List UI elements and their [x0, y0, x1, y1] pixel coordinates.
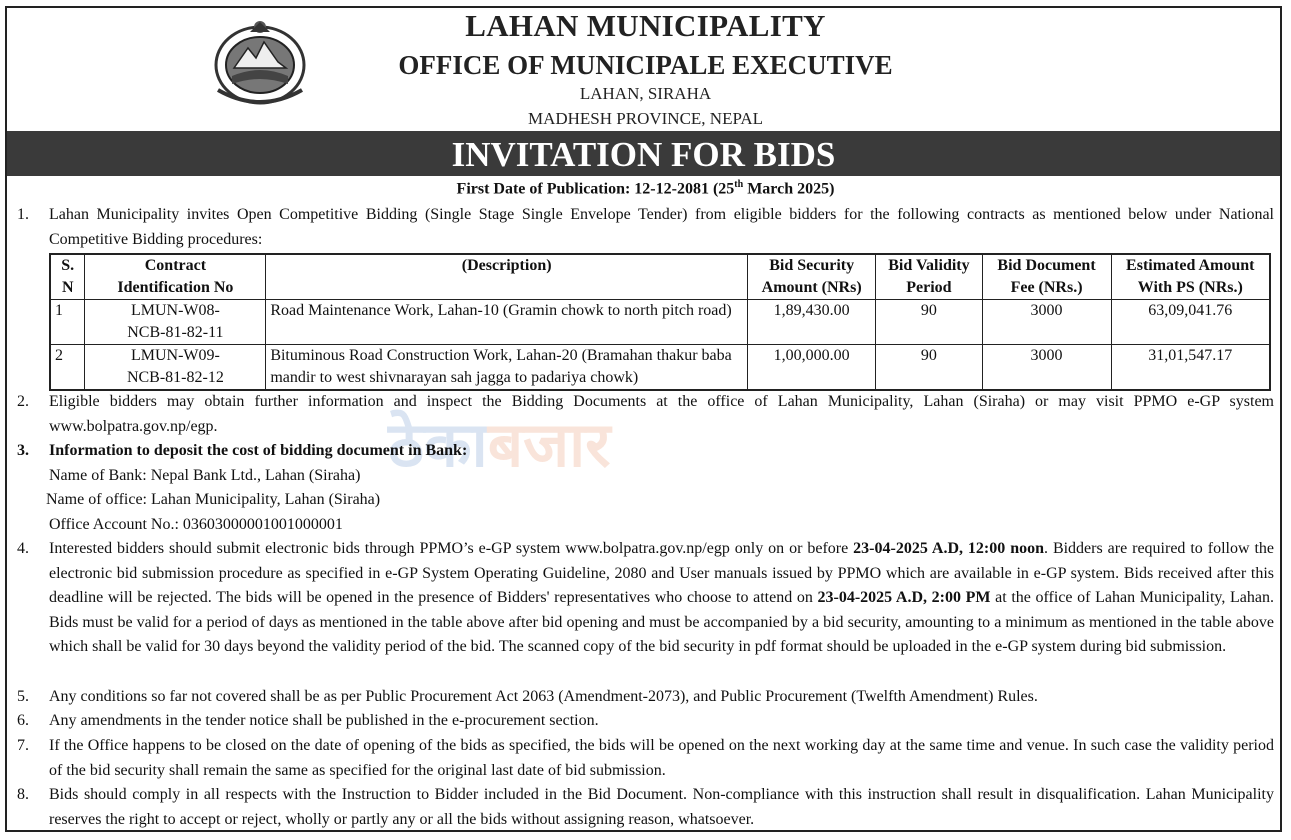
office-name-line: Name of office: Lahan Municipality, Lahan (Siraha) [46, 491, 381, 508]
header-bid-security: Bid Security Amount (NRs) [748, 254, 876, 300]
row-contract-id: LMUN-W08- NCB-81-82-11 [85, 300, 266, 345]
header-description: (Description) [266, 254, 748, 300]
clause-5: 5. Any conditions so far not covered shall be as per Public Procurement Act 2063 (Amendment-2073), and Public Procurement (Twelfth Amendment) Rules. [17, 688, 1038, 705]
municipality-name: LAHAN MUNICIPALITY [465, 8, 826, 43]
row-bid-security: 1,00,000.00 [748, 345, 876, 391]
row-bid-validity: 90 [876, 300, 982, 345]
invitation-banner: INVITATION FOR BIDS [7, 131, 1280, 176]
office-location: LAHAN, SIRAHA [579, 84, 712, 103]
submission-deadline: 23-04-2025 A.D, 12:00 noon [853, 540, 1044, 557]
office-province: MADHESH PROVINCE, NEPAL [527, 109, 764, 128]
header-document-fee: Bid Document Fee (NRs.) [982, 254, 1111, 300]
bid-opening-time: 23-04-2025 A.D, 2:00 PM [817, 589, 991, 606]
clause-2: 2. Eligible bidders may obtain further information and inspect the Bidding Documents at the office of Lahan Municipality, Lahan (Siraha) or may visit PPMO e-GP system www.bolpatra.gov.np/egp. [17, 393, 1274, 435]
row-bid-validity: 90 [876, 345, 982, 391]
table-row [50, 345, 1270, 391]
row-document-fee: 3000 [982, 345, 1111, 391]
office-name: OFFICE OF MUNICIPALE EXECUTIVE [398, 50, 893, 80]
header-sn: S. N [50, 254, 85, 300]
row-contract-id: LMUN-W09- NCB-81-82-12 [85, 345, 266, 391]
watermark-logo: ठेकाबजार [388, 408, 611, 481]
clause-7: 7. If the Office happens to be closed on the date of opening of the bids as specified, the bids will be opened on the next working day at the same time and venue. In such case the validity period of the bid security shall remain the same as specified for the original last date of bid submission. [17, 737, 1274, 779]
header-bid-validity: Bid Validity Period [876, 254, 982, 300]
bank-info-title: Information to deposit the cost of bidding document in Bank: [49, 442, 468, 459]
clause-6: 6. Any amendments in the tender notice shall be published in the e-procurement section. [17, 712, 599, 729]
clause-1: 1. Lahan Municipality invites Open Competitive Bidding (Single Stage Single Envelope Tender) from eligible bidders for the following contracts as mentioned below under National Competitive Bidding procedures: [17, 206, 1274, 248]
clause-3: 3. Information to deposit the cost of bidding document in Bank: Name of Bank: Nepal Bank Ltd., Lahan (Siraha) Name of office: Lahan Municipality, Lahan (Siraha) Office Account No.: 03603000001001000001 [17, 439, 1274, 537]
header-estimated-amount: Estimated Amount With PS (NRs.) [1111, 254, 1270, 300]
row-estimated-amount: 63,09,041.76 [1111, 300, 1270, 345]
clause-8: 8. Bids should comply in all respects with the Instruction to Bidder included in the Bid Document. Non-compliance with this instruction shall result in disqualification. Lahan Municipality reserves the right to accept or reject, wholly or partly any or all the bids without assigning reason, whatsoever. [17, 786, 1274, 828]
row-description: Road Maintenance Work, Lahan-10 (Gramin chowk to north pitch road) [266, 300, 748, 345]
publication-date: First Date of Publication: 12-12-2081 (25th March 2025) [456, 179, 835, 198]
row-description: Bituminous Road Construction Work, Lahan-20 (Bramahan thakur baba mandir to west shivnarayan sah jagga to padariya chowk) [266, 345, 748, 391]
bids-table [49, 253, 1271, 391]
clause-4: 4. Interested bidders should submit electronic bids through PPMO’s e-GP system www.bolpatra.gov.np/egp only on or before 23-04-2025 A.D, 12:00 noon. Bidders are required to follow the electronic bid submission procedure as specified in e-GP System Operating Guideline, 2080 and User manuals issued by PPMO which are available in e-GP system. Bids received after this deadline will be rejected. The bids will be opened in the presence of Bidders' representatives who choose to attend on 23-04-2025 A.D, 2:00 PM at the office of Lahan Municipality, Lahan. Bids must be valid for a period of days as mentioned in the table above after bid opening and must be accompanied by a bid security, amounting to a minimum as mentioned in the table above which shall be valid for 30 days beyond the validity period of the bid. The scanned copy of the bid security in pdf format should be uploaded in the e-GP system during bid submission. [17, 540, 1274, 655]
table-row [50, 300, 1270, 345]
bank-name: Name of Bank: Nepal Bank Ltd., Lahan (Siraha) [49, 466, 361, 484]
office-account-number: Office Account No.: 03603000001001000001 [49, 515, 343, 533]
row-sn: 2 [50, 345, 85, 391]
row-document-fee: 3000 [982, 300, 1111, 345]
table-header-row [50, 254, 1270, 300]
row-estimated-amount: 31,01,547.17 [1111, 345, 1270, 391]
header-contract-id: Contract Identification No [85, 254, 266, 300]
row-sn: 1 [50, 300, 85, 345]
row-bid-security: 1,89,430.00 [748, 300, 876, 345]
